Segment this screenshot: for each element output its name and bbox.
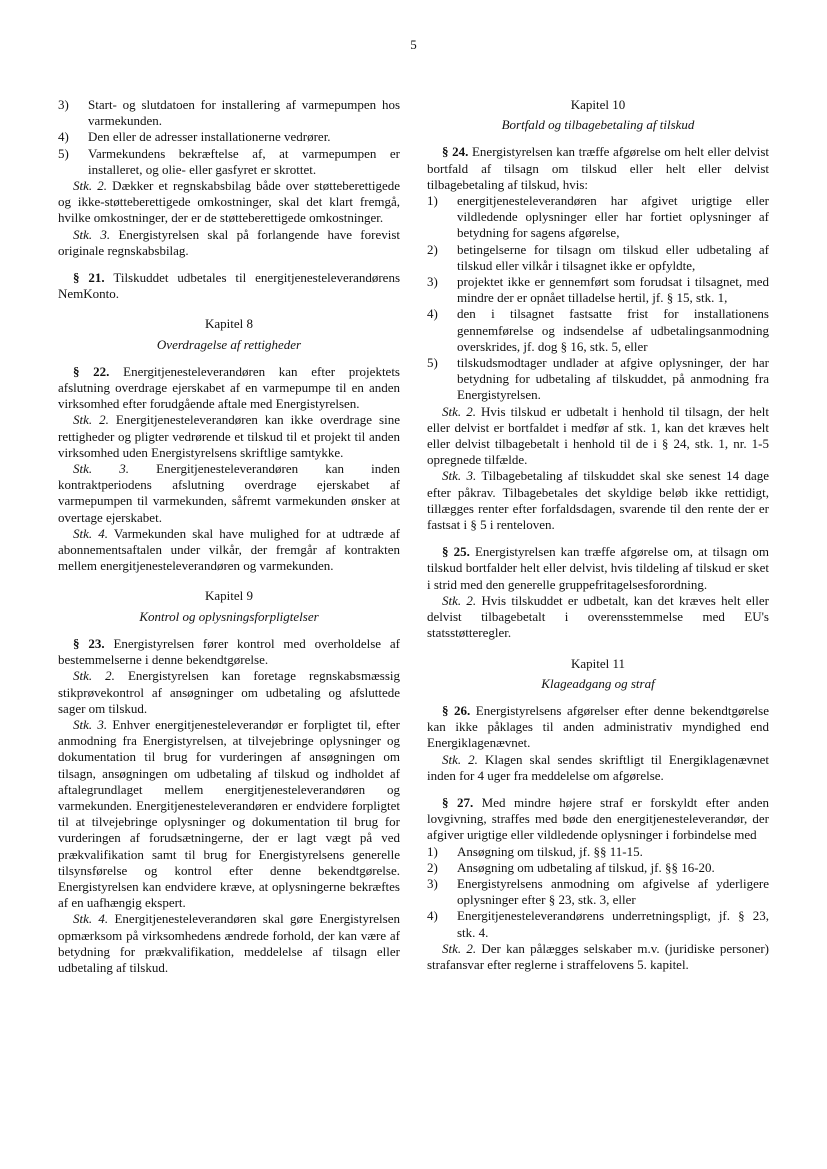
list-section-24 xyxy=(427,193,769,404)
right-column xyxy=(427,97,769,973)
chapter-11-subtitle: Klageadgang og straf xyxy=(541,675,655,691)
list-item: 5) Varmekundens bekræftelse af, at varmepumpen er installeret, og olie- eller gasfyret er skrottet. xyxy=(58,145,400,177)
paragraph-s25: § 25. Energistyrelsen kan træffe afgørelse om, at tilsagn om tilskud bortfalder helt eller delvist, hvis tildeling af tilskud er sket i strid med den generelle gruppefritagelsesforordning. xyxy=(427,544,769,592)
paragraph-s23-stk3: Stk. 3. Enhver energitjenesteleverandør er forpligtet til, efter anmodning fra Energistyrelsen, at tilvejebringe oplysninger og dokumentation til brug for vurderingen af ansøgningen om tilsagn, ansøgningen om udbetaling af tilskud og indholdet af aftalegrundlaget mellem energitjenesteleverandøren og varmekunden. Energitjenesteleverandøren er endvidere forpligtet til at tilvejebringe oplysninger og dokumentation til brug for vurderingen af forudsætningerne, der er lagt vægt på ved prækvalifikation samt til brug for Energistyrelsens generelle tilsynsførelse og kontrol efter denne bekendtgørelse. Energistyrelsen kan endvidere kræve, at oplysningerne bekræftes af en uafhængig ekspert. xyxy=(58,716,400,911)
list-section-27 xyxy=(427,844,769,941)
chapter-9-title: Kapitel 9 xyxy=(204,588,253,604)
chapter-9-subtitle: Kontrol og oplysningsforpligtelser xyxy=(139,608,319,624)
paragraph-s27-stk2: Stk. 2. Der kan pålægges selskaber m.v. (juridiske personer) strafansvar efter reglerne i straffelovens 5. kapitel. xyxy=(427,940,769,972)
paragraph-s23-stk4: Stk. 4. Energitjenesteleverandøren skal gøre Energistyrelsen opmærksom på virksomhedens ændrede forhold, der kan være af betydning for prækvalifikation, meddelelse af tilsagn eller udbetaling af tilskud. xyxy=(58,911,401,975)
paragraph-s22-stk4: Stk. 4. Varmekunden skal have mulighed for at udtræde af abonnementsaftalen under vilkår, der fremgår af kontrakten mellem energitjenesteleverandøren og varmekunden. xyxy=(58,525,400,574)
page-number: 5 xyxy=(410,37,417,52)
paragraph-s24-stk3: Stk. 3. Tilbagebetaling af tilskuddet skal ske senest 14 dage efter påkrav. Tilbagebetales det skyldige beløb ikke rettidigt, tillægges renter efter forfaldsdagen, svarende til den rente der er fastsat i § 5 i renteloven. xyxy=(427,468,769,533)
list-item: 4) Den eller de adresser installationerne vedrører. xyxy=(58,129,331,145)
paragraph-s22: § 22. Energitjenesteleverandøren kan efter projektets afslutning overdrage ejerskabet af en varmepumpe til en anden virksomhed efter forudgående aftale med Energistyrelsen. xyxy=(58,363,400,412)
chapter-8-title: Kapitel 8 xyxy=(204,316,253,332)
left-column xyxy=(58,97,400,976)
paragraph-s26: § 26. Energistyrelsens afgørelser efter denne bekendtgørelse kan ikke påklages til anden administrativ myndighed end Energiklagenævnet. xyxy=(427,702,770,751)
paragraph-s23-stk2: Stk. 2. Energistyrelsen kan foretage regnskabsmæssig stikprøvekontrol af ansøgninger om udbetaling og afsluttede sager om tilskud. xyxy=(58,668,400,716)
list-item: 3) projektet ikke er gennemført som forudsat i tilsagnet, med mindre der er opnået tilladelse hertil, jf. § 15, stk. 1, xyxy=(427,274,769,306)
list-section-20 xyxy=(58,97,400,178)
paragraph-s27: § 27. Med mindre højere straf er forskyldt efter anden lovgivning, straffes med bøde den energitjenesteleverandør, der afgiver urigtige eller vildledende oplysninger i forbindelse med xyxy=(427,794,770,843)
list-item: 2) betingelserne for tilsagn om tilskud eller udbetaling af tilskud eller vilkår i tilsagnet ikke er opfyldte, xyxy=(427,241,769,273)
paragraph-s26-stk2: Stk. 2. Klagen skal sendes skriftligt til Energiklagenævnet inden for 4 uger fra meddelelse om afgørelse. xyxy=(427,751,769,783)
paragraph-s22-stk3: Stk. 3. Energitjenesteleverandøren kan inden kontraktperiodens afslutning overdrage ejerskabet af varmepumpen til varmekunden, såfremt varmekunden ønsker at overtage ejerskabet. xyxy=(58,461,401,525)
paragraph-s24: § 24. Energistyrelsen kan træffe afgørelse om helt eller delvist bortfald af tilsagn om tilskud eller helt eller delvist tilbagebetaling af tilskud, hvis: xyxy=(427,144,769,192)
chapter-11-title: Kapitel 11 xyxy=(570,655,626,671)
list-item: 2) Ansøgning om udbetaling af tilskud, jf. §§ 16-20. xyxy=(427,859,715,875)
list-item: 1) energitjenesteleverandøren har afgivet urigtige eller vildledende oplysninger eller har fortiet oplysninger af betydning for sagens afgørelse, xyxy=(427,193,769,241)
chapter-10-title: Kapitel 10 xyxy=(570,97,626,112)
paragraph-s21: § 21. Tilskuddet udbetales til energitjenesteleverandørens NemKonto. xyxy=(58,270,401,302)
list-item: 1) Ansøgning om tilskud, jf. §§ 11-15. xyxy=(427,843,643,859)
paragraph-s20-stk3: Stk. 3. Energistyrelsen skal på forlangende have forevist originale regnskabsbilag. xyxy=(58,226,401,258)
list-item: 5) tilskudsmodtager undlader at afgive oplysninger, der har betydning for udbetaling af tilskuddet, på anmodning fra Energistyrelsen. xyxy=(427,355,769,403)
paragraph-s22-stk2: Stk. 2. Energitjenesteleverandøren kan ikke overdrage sine rettigheder og pligter vedrørende et tilskud til et projekt til anden virksomhed uden Energistyrelsens skriftlige samtykke. xyxy=(58,412,400,460)
list-item: 3) Start- og slutdatoen for installering af varmepumpen hos varmekunden. xyxy=(58,97,400,129)
chapter-10-subtitle: Bortfald og tilbagebetaling af tilskud xyxy=(501,117,695,133)
paragraph-s23: § 23. Energistyrelsen fører kontrol med overholdelse af bestemmelserne i denne bekendtgørelse. xyxy=(58,635,400,668)
chapter-8-subtitle: Overdragelse af rettigheder xyxy=(156,336,302,352)
paragraph-s20-stk2: Stk. 2. Dækker et regnskabsbilag både over støtteberettigede og ikke-støtteberettigede omkostninger, skal det klart fremgå, hvilke omkostninger, der er de støtteberettigede omkostninger. xyxy=(58,178,400,226)
paragraph-s24-stk2: Stk. 2. Hvis tilskud er udbetalt i henhold til tilsagn, der helt eller delvist er bortfaldet i medfør af stk. 1, kan det kræves helt eller delvist tilbagebetalt i henhold til de i § 24, stk. 1, nr. 1-5 opregnede tilfælde. xyxy=(427,403,770,468)
list-item: 4) den i tilsagnet fastsatte frist for installationens gennemførelse og indsendelse af udbetalingsanmodning overskrides, jf. dog § 16, stk. 5, eller xyxy=(427,306,769,354)
paragraph-s25-stk2: Stk. 2. Hvis tilskuddet er udbetalt, kan det kræves helt eller delvist tilbagebetalt i overensstemmelse med EU's statsstøtteregler. xyxy=(427,592,769,641)
list-item: 3) Energistyrelsens anmodning om afgivelse af yderligere oplysninger efter § 23, stk. 3, eller xyxy=(427,875,769,908)
list-item: 4) Energitjenesteleverandørens underretningspligt, jf. § 23, stk. 4. xyxy=(427,908,769,940)
